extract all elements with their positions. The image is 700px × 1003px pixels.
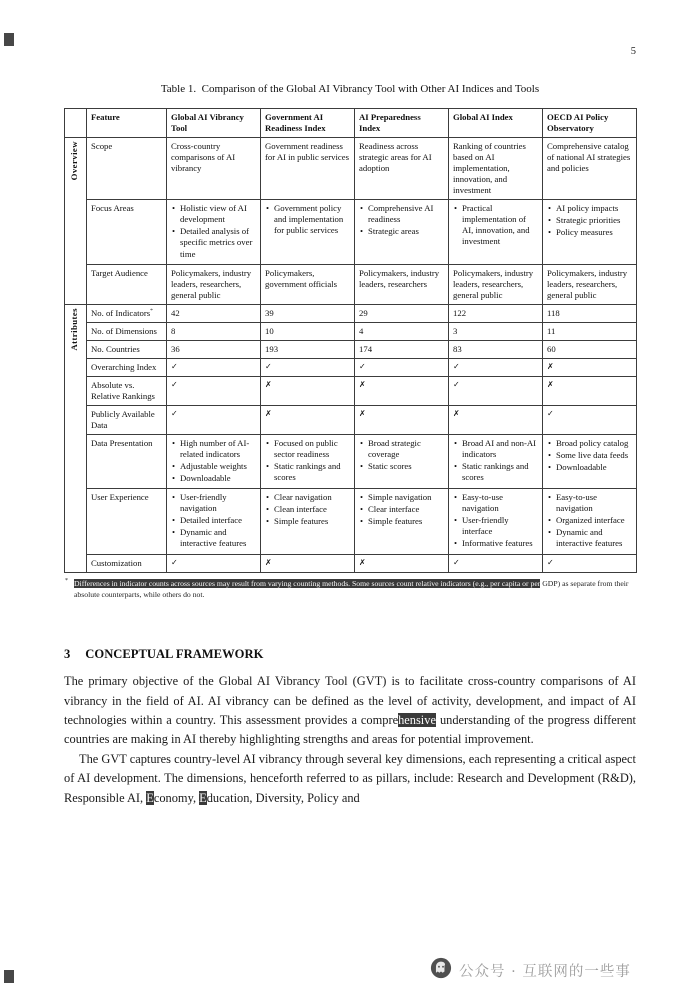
table-cell: Policymakers, industry leaders, researchers xyxy=(355,264,449,304)
col-header-oecd-ai-policy-observatory: OECD AI Policy Observatory xyxy=(543,109,637,138)
table-cell xyxy=(543,435,637,489)
col-header-ai-preparedness-index: AI Preparedness Index xyxy=(355,109,449,138)
table-cell xyxy=(167,200,261,264)
cross-mark: ✗ xyxy=(355,554,449,572)
bullet-list xyxy=(453,492,538,549)
table-cell xyxy=(543,200,637,264)
bullet-item: • User-friendly navigation xyxy=(171,492,256,514)
footnote-highlighted-text: Differences in indicator counts across sources may result from varying counting methods. Some sources count relative indicators (e.g., per capita or per xyxy=(74,578,541,588)
paragraph-1-text: understanding of the progress different countries are making in AI thereby highlighting strengths and areas for potential improvement. xyxy=(64,712,637,747)
table-cell: 10 xyxy=(261,322,355,340)
bullet-item: • Detailed interface xyxy=(171,515,256,526)
table-row-focus-areas xyxy=(65,200,637,264)
bullet-item: • Easy-to-use navigation xyxy=(453,492,538,514)
table-cell: Government readiness for AI in public services xyxy=(261,138,355,200)
table-row-scope xyxy=(65,138,637,200)
bullet-list xyxy=(359,203,444,237)
table-cell xyxy=(449,200,543,264)
paragraph-2-highlight: E xyxy=(146,790,154,805)
bullet-item: • Adjustable weights xyxy=(171,461,256,472)
table-cell: Readiness across strategic areas for AI adoption xyxy=(355,138,449,200)
watermark-logo-icon xyxy=(430,957,452,984)
bullet-item: • Broad strategic coverage xyxy=(359,438,444,460)
bullet-item: • Informative features xyxy=(453,538,538,549)
cross-mark: ✗ xyxy=(355,376,449,405)
table-cell: Policymakers, government officials xyxy=(261,264,355,304)
feature-no-of-indicators xyxy=(87,304,167,322)
bullet-item: • Static scores xyxy=(359,461,444,472)
bullet-item: • Static rankings and scores xyxy=(453,461,538,483)
table-cell: Policymakers, industry leaders, researchers, general public xyxy=(543,264,637,304)
table-cell xyxy=(543,489,637,554)
bullet-list xyxy=(171,492,256,549)
bullet-item: • Simple features xyxy=(265,516,350,527)
paragraph-1 xyxy=(64,672,636,750)
bullet-item: • Clean interface xyxy=(265,504,350,515)
check-mark: ✓ xyxy=(261,358,355,376)
feature-publicly-available-data: Publicly Available Data xyxy=(87,405,167,434)
bullet-item: • Broad AI and non-AI indicators xyxy=(453,438,538,460)
table-cell xyxy=(167,489,261,554)
paragraph-2-text: conomy, xyxy=(153,790,200,805)
bullet-item: • Static rankings and scores xyxy=(265,461,350,483)
paragraph-1-text: The primary objective of the Global AI Vibrancy Tool (GVT) is to facilitate cross-country comparisons of AI vibrancy in the field of AI. AI vibrancy can be defined as the level of activity, development, and impact of AI technologies within a country. This assessment provides a compre xyxy=(64,674,636,727)
check-mark: ✓ xyxy=(543,405,637,434)
table-row-no-of-indicators xyxy=(65,304,637,322)
bullet-item: • Downloadable xyxy=(547,462,632,473)
cross-mark: ✗ xyxy=(355,405,449,434)
col-header-feature: Feature xyxy=(87,109,167,138)
row-group-attributes xyxy=(65,304,87,572)
group-label-overview: Overview xyxy=(69,141,79,181)
col-header-global-ai-index: Global AI Index xyxy=(449,109,543,138)
table-cell xyxy=(355,489,449,554)
bullet-item: • Comprehensive AI readiness xyxy=(359,203,444,225)
table-cell xyxy=(449,489,543,554)
table-row-customization xyxy=(65,554,637,572)
section-title: CONCEPTUAL FRAMEWORK xyxy=(85,646,264,661)
feature-label: No. of Indicators xyxy=(91,307,151,318)
table-cell: 60 xyxy=(543,340,637,358)
bullet-list xyxy=(453,438,538,483)
table-footnote xyxy=(64,578,636,601)
watermark-text: 公众号 · 互联网的一些事 xyxy=(459,964,631,980)
feature-scope: Scope xyxy=(87,138,167,200)
bullet-item: • Policy measures xyxy=(547,227,632,238)
check-mark: ✓ xyxy=(167,405,261,434)
bullet-item: • Easy-to-use navigation xyxy=(547,492,632,514)
table-cell: 39 xyxy=(261,304,355,322)
bullet-list xyxy=(547,438,632,473)
check-mark: ✓ xyxy=(543,554,637,572)
table-cell: Cross-country comparisons of AI vibrancy xyxy=(167,138,261,200)
section-heading xyxy=(64,647,636,662)
check-mark: ✓ xyxy=(449,554,543,572)
table-cell: Comprehensive catalog of national AI strategies and policies xyxy=(543,138,637,200)
table-cell: 193 xyxy=(261,340,355,358)
table-cell: 122 xyxy=(449,304,543,322)
paragraph-2-highlight: E xyxy=(199,790,207,805)
feature-target-audience: Target Audience xyxy=(87,264,167,304)
bullet-item: • Clear interface xyxy=(359,504,444,515)
bullet-item: • Strategic areas xyxy=(359,226,444,237)
table-cell: 42 xyxy=(167,304,261,322)
bullet-item: • Some live data feeds xyxy=(547,450,632,461)
table-cell: Policymakers, industry leaders, researchers, general public xyxy=(167,264,261,304)
feature-no-countries: No. Countries xyxy=(87,340,167,358)
bullet-item: • Detailed analysis of specific metrics over time xyxy=(171,226,256,259)
bullet-item: • User-friendly interface xyxy=(453,515,538,537)
bullet-item: • Dynamic and interactive features xyxy=(171,527,256,549)
table-row-overarching-index xyxy=(65,358,637,376)
bullet-item: • High number of AI-related indicators xyxy=(171,438,256,460)
bullet-item: • AI policy impacts xyxy=(547,203,632,214)
table-cell: 8 xyxy=(167,322,261,340)
bullet-list xyxy=(547,203,632,238)
bullet-item: • Focused on public sector readiness xyxy=(265,438,350,460)
table-cell: 29 xyxy=(355,304,449,322)
bullet-item: • Simple features xyxy=(359,516,444,527)
bullet-item: • Downloadable xyxy=(171,473,256,484)
table-cell: 118 xyxy=(543,304,637,322)
check-mark: ✓ xyxy=(449,358,543,376)
table-row-no-of-dimensions xyxy=(65,322,637,340)
row-group-overview xyxy=(65,138,87,305)
page-number: 5 xyxy=(630,46,636,57)
comparison-table xyxy=(64,108,637,573)
bullet-item: • Simple navigation xyxy=(359,492,444,503)
check-mark: ✓ xyxy=(355,358,449,376)
table-cell xyxy=(449,435,543,489)
cross-mark: ✗ xyxy=(261,405,355,434)
cross-mark: ✗ xyxy=(543,376,637,405)
bullet-item: • Dynamic and interactive features xyxy=(547,527,632,549)
bullet-item: • Practical implementation of AI, innovation, and investment xyxy=(453,203,538,247)
cross-mark: ✗ xyxy=(261,554,355,572)
bullet-item: • Holistic view of AI development xyxy=(171,203,256,225)
table-cell xyxy=(167,435,261,489)
table-cell xyxy=(355,200,449,264)
paragraph-2 xyxy=(64,750,636,808)
cross-mark: ✗ xyxy=(449,405,543,434)
feature-user-experience: User Experience xyxy=(87,489,167,554)
check-mark: ✓ xyxy=(167,376,261,405)
feature-no-of-dimensions: No. of Dimensions xyxy=(87,322,167,340)
bullet-list xyxy=(265,492,350,527)
corner-cell xyxy=(65,109,87,138)
table-row-user-experience xyxy=(65,489,637,554)
check-mark: ✓ xyxy=(167,358,261,376)
bullet-list xyxy=(171,438,256,484)
footnote-text: GDP) as separate from their absolute counterparts, while others do not. xyxy=(74,578,629,600)
col-header-government-ai-readiness-index: Government AI Readiness Index xyxy=(261,109,355,138)
paragraph-2-text: ducation, Diversity, Policy and xyxy=(206,790,360,805)
table-cell: 174 xyxy=(355,340,449,358)
table-cell xyxy=(261,435,355,489)
feature-focus-areas: Focus Areas xyxy=(87,200,167,264)
edge-artifact-bottom xyxy=(4,970,14,983)
bullet-list xyxy=(453,203,538,247)
footnote-marker: * xyxy=(65,577,68,584)
table-cell: Policymakers, industry leaders, researchers, general public xyxy=(449,264,543,304)
col-header-global-ai-vibrancy-tool: Global AI Vibrancy Tool xyxy=(167,109,261,138)
bullet-list xyxy=(359,438,444,472)
table-cell xyxy=(261,200,355,264)
cross-mark: ✗ xyxy=(261,376,355,405)
footnote-marker: * xyxy=(150,307,153,314)
table-cell: 36 xyxy=(167,340,261,358)
table-row-absolute-vs-relative-rankings xyxy=(65,376,637,405)
table-row-no-countries xyxy=(65,340,637,358)
section-number: 3 xyxy=(64,646,71,661)
table-cell xyxy=(261,489,355,554)
bullet-list xyxy=(265,438,350,483)
paragraph-1-highlight: hensive xyxy=(398,712,436,727)
bullet-list xyxy=(359,492,444,527)
bullet-item: • Clear navigation xyxy=(265,492,350,503)
feature-overarching-index: Overarching Index xyxy=(87,358,167,376)
paragraph-2-text: The GVT captures country-level AI vibrancy through several key dimensions, each representing a critical aspect of AI development. The dimensions, henceforth referred to as pillars, include: Research and Development (R&D), Responsible AI, xyxy=(64,751,636,805)
table-row-target-audience xyxy=(65,264,637,304)
feature-customization: Customization xyxy=(87,554,167,572)
edge-artifact-top xyxy=(4,33,14,46)
table-row-publicly-available-data xyxy=(65,405,637,434)
check-mark: ✓ xyxy=(449,376,543,405)
bullet-item: • Broad policy catalog xyxy=(547,438,632,449)
header-row xyxy=(65,109,637,138)
table-cell: 3 xyxy=(449,322,543,340)
cross-mark: ✗ xyxy=(543,358,637,376)
table-cell: 83 xyxy=(449,340,543,358)
feature-data-presentation: Data Presentation xyxy=(87,435,167,489)
table-row-data-presentation xyxy=(65,435,637,489)
bullet-item: • Government policy and implementation for public services xyxy=(265,203,350,236)
check-mark: ✓ xyxy=(167,554,261,572)
bullet-item: • Organized interface xyxy=(547,515,632,526)
bullet-list xyxy=(547,492,632,549)
table-cell: Ranking of countries based on AI implementation, innovation, and investment xyxy=(449,138,543,200)
table-caption: Table 1. Comparison of the Global AI Vibrancy Tool with Other AI Indices and Tools xyxy=(160,83,540,95)
table-cell: 11 xyxy=(543,322,637,340)
watermark xyxy=(430,957,631,984)
group-label-attributes: Attributes xyxy=(69,307,79,351)
table-cell: 4 xyxy=(355,322,449,340)
bullet-list xyxy=(171,203,256,259)
feature-absolute-vs-relative-rankings: Absolute vs. Relative Rankings xyxy=(87,376,167,405)
bullet-list xyxy=(265,203,350,236)
table-cell xyxy=(355,435,449,489)
comparison-table-wrap xyxy=(64,108,636,573)
bullet-item: • Strategic priorities xyxy=(547,215,632,226)
